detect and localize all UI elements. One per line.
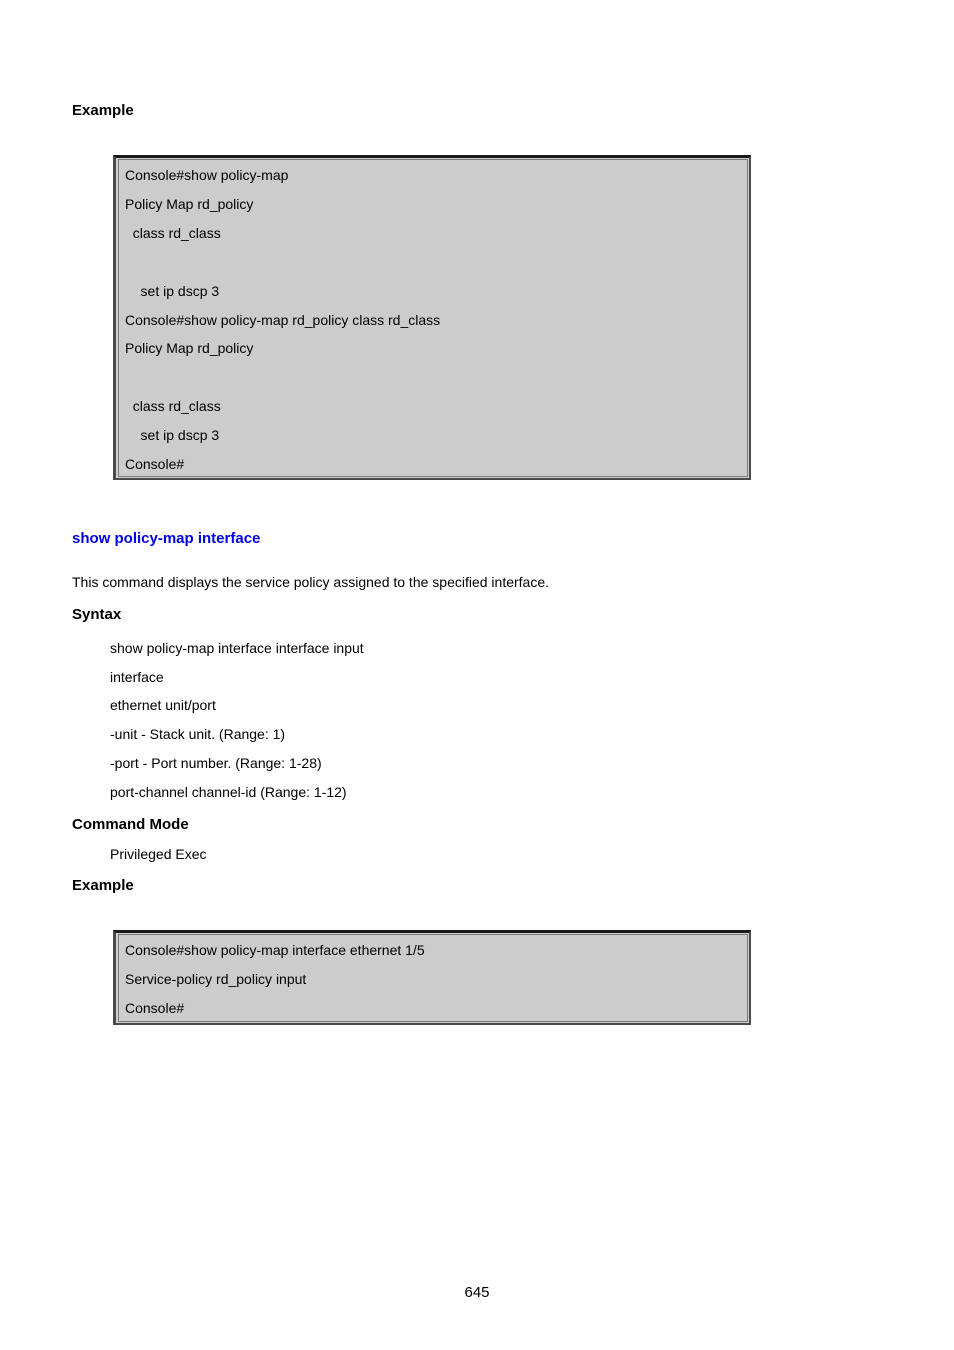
- example-heading: Example: [72, 102, 134, 119]
- console-line: Console#show policy-map rd_policy class rd_class: [125, 312, 441, 328]
- syntax-line: show policy-map interface interface input: [110, 640, 364, 656]
- command-mode-heading: Command Mode: [72, 816, 189, 833]
- console-line: class rd_class: [125, 398, 221, 414]
- syntax-heading: Syntax: [72, 606, 122, 623]
- command-description: This command displays the service policy assigned to the specified interface.: [72, 574, 550, 590]
- console-line: Policy Map rd_policy: [125, 340, 254, 356]
- syntax-line: -unit - Stack unit. (Range: 1): [110, 726, 286, 742]
- example-heading: Example: [72, 877, 134, 894]
- command-title: show policy-map interface: [72, 530, 261, 547]
- syntax-line: -port - Port number. (Range: 1-28): [110, 755, 322, 771]
- syntax-line: port-channel channel-id (Range: 1-12): [110, 784, 347, 800]
- console-line: Console#show policy-map interface ethernet 1/5: [125, 942, 425, 958]
- console-line: Console#show policy-map: [125, 167, 289, 183]
- syntax-line: ethernet unit/port: [110, 697, 216, 713]
- page-number: 645: [464, 1284, 490, 1301]
- console-line: Service-policy rd_policy input: [125, 971, 307, 987]
- console-line: Policy Map rd_policy: [125, 196, 254, 212]
- console-output-box: [113, 155, 751, 480]
- console-output-box: [113, 930, 751, 1025]
- console-line: set ip dscp 3: [125, 427, 220, 443]
- command-mode-value: Privileged Exec: [110, 846, 207, 862]
- syntax-line: interface: [110, 669, 164, 685]
- console-line: Console#: [125, 456, 185, 472]
- console-line: class rd_class: [125, 225, 221, 241]
- console-line: set ip dscp 3: [125, 283, 220, 299]
- console-line: Console#: [125, 1000, 185, 1016]
